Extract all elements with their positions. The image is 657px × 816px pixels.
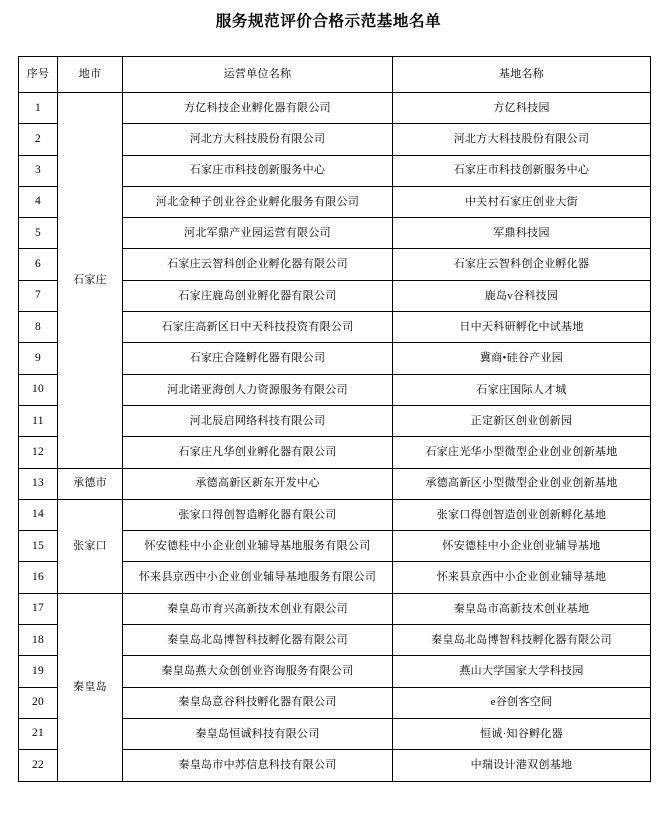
cell-operating-unit: 怀来县京西中小企业创业辅导基地服务有限公司 <box>123 562 393 593</box>
cell-seq: 21 <box>19 718 58 749</box>
cell-city: 张家口 <box>58 499 123 593</box>
cell-operating-unit: 承德高新区新东开发中心 <box>123 468 393 499</box>
page-title: 服务规范评价合格示范基地名单 <box>215 13 442 30</box>
cell-base-name: 怀来县京西中小企业创业辅导基地 <box>393 562 651 593</box>
cell-base-name: 军鼎科技园 <box>393 218 651 249</box>
cell-seq: 19 <box>19 656 58 687</box>
cell-seq: 7 <box>19 280 58 311</box>
cell-operating-unit: 河北金种子创业谷企业孵化服务有限公司 <box>123 186 393 217</box>
cell-base-name: 日中天科研孵化中试基地 <box>393 312 651 343</box>
cell-operating-unit: 河北诺亚海创人力资源服务有限公司 <box>123 374 393 405</box>
cell-operating-unit: 方亿科技企业孵化器有限公司 <box>123 93 393 124</box>
cell-base-name: 恒诚·知谷孵化器 <box>393 718 651 749</box>
cell-operating-unit: 石家庄凡华创业孵化器有限公司 <box>123 437 393 468</box>
cell-base-name: 中关村石家庄创业大街 <box>393 186 651 217</box>
cell-seq: 16 <box>19 562 58 593</box>
cell-operating-unit: 石家庄合隆孵化器有限公司 <box>123 343 393 374</box>
table-body <box>19 93 651 782</box>
table-header-row <box>19 57 651 93</box>
cell-base-name: 石家庄光华小型微型企业创业创新基地 <box>393 437 651 468</box>
cell-operating-unit: 石家庄云智科创企业孵化器有限公司 <box>123 249 393 280</box>
cell-seq: 15 <box>19 531 58 562</box>
cell-operating-unit: 河北军鼎产业园运营有限公司 <box>123 218 393 249</box>
cell-seq: 10 <box>19 374 58 405</box>
cell-city: 承德市 <box>58 468 123 499</box>
cell-seq: 4 <box>19 186 58 217</box>
cell-operating-unit: 怀安德桂中小企业创业辅导基地服务有限公司 <box>123 531 393 562</box>
cell-operating-unit: 石家庄鹿岛创业孵化器有限公司 <box>123 280 393 311</box>
cell-base-name: 河北方大科技股份有限公司 <box>393 124 651 155</box>
cell-seq: 8 <box>19 312 58 343</box>
cell-base-name: 秦皇岛市高新技术创业基地 <box>393 593 651 624</box>
cell-city: 秦皇岛 <box>58 593 123 781</box>
cell-seq: 2 <box>19 124 58 155</box>
cell-base-name: 张家口得创智造创业创新孵化基地 <box>393 499 651 530</box>
table-row <box>19 593 651 624</box>
cell-seq: 20 <box>19 687 58 718</box>
cell-operating-unit: 张家口得创智造孵化器有限公司 <box>123 499 393 530</box>
cell-seq: 11 <box>19 405 58 436</box>
table-header <box>19 57 651 93</box>
cell-city: 石家庄 <box>58 93 123 469</box>
cell-base-name: 秦皇岛北岛博智科技孵化器有限公司 <box>393 625 651 656</box>
cell-base-name: 方亿科技园 <box>393 93 651 124</box>
cell-operating-unit: 秦皇岛市中苏信息科技有限公司 <box>123 750 393 781</box>
cell-base-name: 石家庄国际人才城 <box>393 374 651 405</box>
cell-seq: 14 <box>19 499 58 530</box>
cell-base-name: 中瑞设计港双创基地 <box>393 750 651 781</box>
cell-seq: 1 <box>19 93 58 124</box>
cell-base-name: 承德高新区小型微型企业创业创新基地 <box>393 468 651 499</box>
table-row <box>19 468 651 499</box>
cell-seq: 18 <box>19 625 58 656</box>
cell-operating-unit: 河北辰启网络科技有限公司 <box>123 405 393 436</box>
cell-seq: 6 <box>19 249 58 280</box>
cell-base-name: 燕山大学国家大学科技园 <box>393 656 651 687</box>
cell-base-name: 正定新区创业创新园 <box>393 405 651 436</box>
cell-operating-unit: 秦皇岛燕大众创创业咨询服务有限公司 <box>123 656 393 687</box>
cell-seq: 12 <box>19 437 58 468</box>
cell-operating-unit: 秦皇岛恒诚科技有限公司 <box>123 718 393 749</box>
cell-operating-unit: 秦皇岛北岛博智科技孵化器有限公司 <box>123 625 393 656</box>
cell-base-name: 怀安德桂中小企业创业辅导基地 <box>393 531 651 562</box>
demonstration-base-table <box>18 56 651 782</box>
cell-operating-unit: 秦皇岛市育兴高新技术创业有限公司 <box>123 593 393 624</box>
cell-base-name: 冀商•硅谷产业园 <box>393 343 651 374</box>
cell-operating-unit: 石家庄高新区日中天科技投资有限公司 <box>123 312 393 343</box>
column-header-city: 地市 <box>58 57 123 93</box>
cell-seq: 5 <box>19 218 58 249</box>
cell-seq: 17 <box>19 593 58 624</box>
cell-seq: 9 <box>19 343 58 374</box>
cell-seq: 13 <box>19 468 58 499</box>
column-header-base: 基地名称 <box>393 57 651 93</box>
cell-operating-unit: 秦皇岛意谷科技孵化器有限公司 <box>123 687 393 718</box>
table-row <box>19 499 651 530</box>
cell-base-name: 鹿岛v谷科技园 <box>393 280 651 311</box>
cell-seq: 22 <box>19 750 58 781</box>
cell-base-name: 石家庄云智科创企业孵化器 <box>393 249 651 280</box>
column-header-seq: 序号 <box>19 57 58 93</box>
cell-base-name: 石家庄市科技创新服务中心 <box>393 155 651 186</box>
cell-operating-unit: 河北方大科技股份有限公司 <box>123 124 393 155</box>
column-header-org: 运营单位名称 <box>123 57 393 93</box>
table-row <box>19 93 651 124</box>
cell-base-name: e谷创客空间 <box>393 687 651 718</box>
cell-seq: 3 <box>19 155 58 186</box>
cell-operating-unit: 石家庄市科技创新服务中心 <box>123 155 393 186</box>
